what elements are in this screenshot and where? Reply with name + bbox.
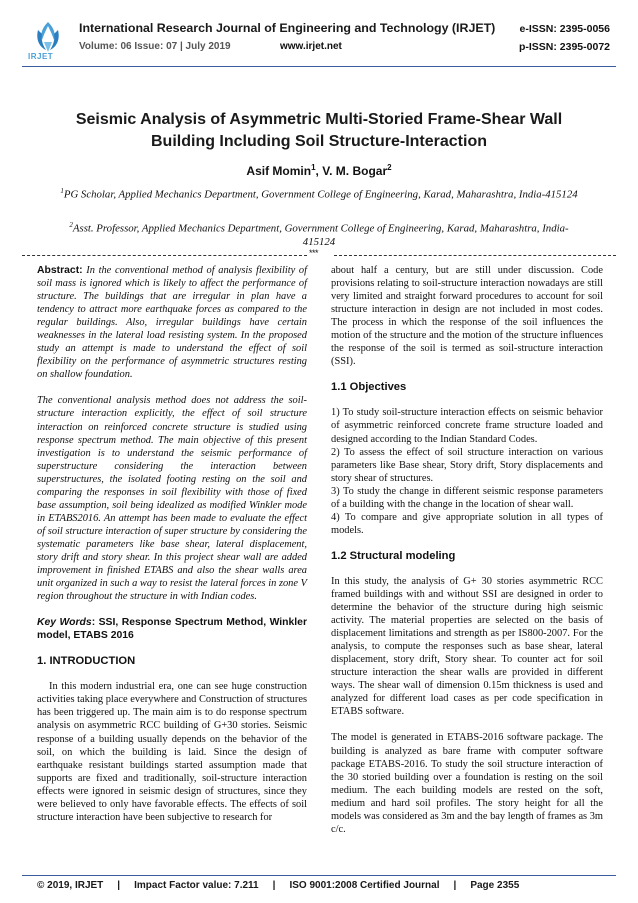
e-issn: e-ISSN: 2395-0056 [519, 23, 610, 35]
section-separator [22, 250, 616, 260]
author-2-sup: 2 [387, 163, 392, 172]
footer-iso: ISO 9001:2008 Certified Journal [289, 880, 440, 891]
affiliation-2-text: Asst. Professor, Applied Mechanics Department, Government College of Engineering, Karad, Maharashtra, India-415124 [72, 222, 569, 249]
footer-separator: | [453, 880, 457, 891]
keywords-text: : SSI, Response Spectrum Method, Winkler model, ETABS 2016 [37, 617, 308, 642]
left-column [37, 264, 307, 837]
volume-issue: Volume: 06 Issue: 07 | July 2019 [79, 41, 231, 52]
abstract-paragraph-2: The conventional analysis method does not address the soil-structure interaction explicitly, the effect of soil structure interaction on reinforced concrete structure is studied using response spectrum method. The main objective of this present investigation is to understand the seismic performance of superstructure considering the interaction between superstructures, the isolated footing resting on the soil and comparing the responses in soil flexibility with those of fixed base assumption, soil being idealized as modified Winkler mode in ETABS2016. An attempt has been made to evaluate the effect of soil structure interaction of super structure by considering the systematic parameters like base shear, lateral displacement, story drift and story shear. In this project shear wall are added improvement in finished ETABS and also the shear walls area unit organized in such a way to resist the lateral forces in zone V region throughout the structure in with Indian codes. [37, 395, 307, 603]
p-issn: p-ISSN: 2395-0072 [518, 41, 610, 53]
footer-separator: | [272, 880, 276, 891]
logo-text: IRJET [28, 52, 54, 61]
journal-header [22, 14, 616, 64]
keywords [37, 616, 307, 642]
footer-divider [22, 875, 616, 876]
author-1: Asif Momin [246, 164, 312, 178]
irjet-logo [32, 20, 64, 56]
objective-3: 3) To study the change in different seismic response parameters of a building with the change in the location of shear wall. [331, 485, 603, 510]
footer-page-number: Page 2355 [470, 880, 520, 891]
footer-impact-factor: Impact Factor value: 7.211 [134, 880, 259, 891]
page-footer [37, 880, 603, 891]
affiliation-1-text: PG Scholar, Applied Mechanics Department, Government College of Engineering, Karad, Maharashtra, India-415124 [63, 188, 578, 201]
website-link[interactable]: www.irjet.net [280, 41, 342, 52]
author-2: , V. M. Bogar [315, 164, 388, 178]
separator-dash-left [22, 255, 307, 256]
objective-4: 4) To compare and give appropriate solution in all types of models. [331, 511, 603, 536]
affiliation-2-sup: 2 [69, 221, 73, 229]
separator-dash-right [334, 255, 616, 256]
title-line-2: Building Including Soil Structure-Interaction [151, 133, 487, 150]
affiliation-2 [60, 219, 578, 250]
structural-modeling-heading: 1.2 Structural modeling [331, 549, 456, 562]
affiliation-1-sup: 1 [60, 187, 64, 195]
title-line-1: Seismic Analysis of Asymmetric Multi-Storied Frame-Shear Wall [75, 111, 563, 128]
affiliation-1 [60, 185, 578, 202]
abstract-text-1: In the conventional method of analysis flexibility of soil mass is ignored which is likely to affect the performance of structure. The buildings that are irregular in plan have a tendency to attract more earthquake forces as compared to the regular buildings. Also, irregular buildings have certain weaknesses in the lateral load resisting system. In the proposed study an attempt is made to understand the effect of soil flexibility on the performance of asymmetric structures resting on shallow foundation. [37, 265, 307, 381]
author-1-sup: 1 [311, 163, 316, 172]
introduction-continued: about half a century, but are still under discussion. Code provisions relating to soil-structure interaction nowadays are still very limited and straight forward procedures to account for soil structure interaction in design are not included in most codes. The process in which the response of the soil influences the motion of the structure and the motion of the structure influences the response of the soil is termed as soil-structure interaction (SSI). [331, 265, 603, 368]
introduction-paragraph: In this modern industrial era, one can see huge construction activities taking place everywhere and Construction of structures has been triggered up. The main aim is to do response spectrum analysis on asymmetric RCC building of G+30 stories. Seismic response of a building usually depends on the behavior of the soil, on which the building is laid. Since the design of earthquake resistant buildings started assumption made that supports are fixed and traditionally, soil-structure interaction effects were ignored in seismic design of structures, since they were believed to only have favorable effects. The effects of soil structure interaction have been subjective to research for [37, 681, 307, 823]
right-column [331, 264, 603, 849]
abstract-label: Abstract: [37, 265, 83, 276]
authors [40, 163, 598, 178]
footer-copyright: © 2019, IRJET [37, 880, 104, 891]
abstract-paragraph-1 [37, 264, 307, 381]
objectives-heading: 1.1 Objectives [331, 381, 407, 394]
introduction-heading: 1. INTRODUCTION [37, 655, 136, 668]
modeling-paragraph-1: In this study, the analysis of G+ 30 stories asymmetric RCC framed buildings with and without SSI are designed in order to determine the behavior of the structure during high seismic activity. The material properties are selected on the basis of displacement limitations and strength as per IS800-2007. For the analysis, to compute the responses such as base shear, lateral displacement, story drift, Story shear. To counter act for soil structure interaction the shear walls are provided in different ways. The shear wall of dimension 0.15m thickness is used and analyzed for different load cases as per code specification in ETABS software. [331, 575, 603, 718]
journal-title: International Research Journal of Engineering and Technology (IRJET) [79, 21, 496, 35]
objective-1: 1) To study soil-structure interaction effects on seismic behavior of asymmetric reinforced concrete frame structure loaded and designed according to the Indian Standard Codes. [331, 407, 603, 445]
header-divider [22, 66, 616, 67]
paper-title [40, 109, 598, 153]
modeling-paragraph-2: The model is generated in ETABS-2016 software package. The building is analyzed as bare frame with computer software package ETABS-2016. To study the soil structure interaction of the 30 storied building over a foundation is resting on the soil medium. The each building models are rested on the soft, medium and hard soil profiles. The story height for all the models was considered as 3m and the bay length of frames as 3m c/c. [331, 732, 603, 835]
footer-separator: | [117, 880, 121, 891]
objective-2: 2) To assess the effect of soil structure interaction on various parameters like Base shear, Story drift, Story displacements and story shear of structures. [331, 446, 603, 484]
keywords-label: Key Words [37, 617, 92, 629]
separator-stars: *** [309, 248, 319, 258]
